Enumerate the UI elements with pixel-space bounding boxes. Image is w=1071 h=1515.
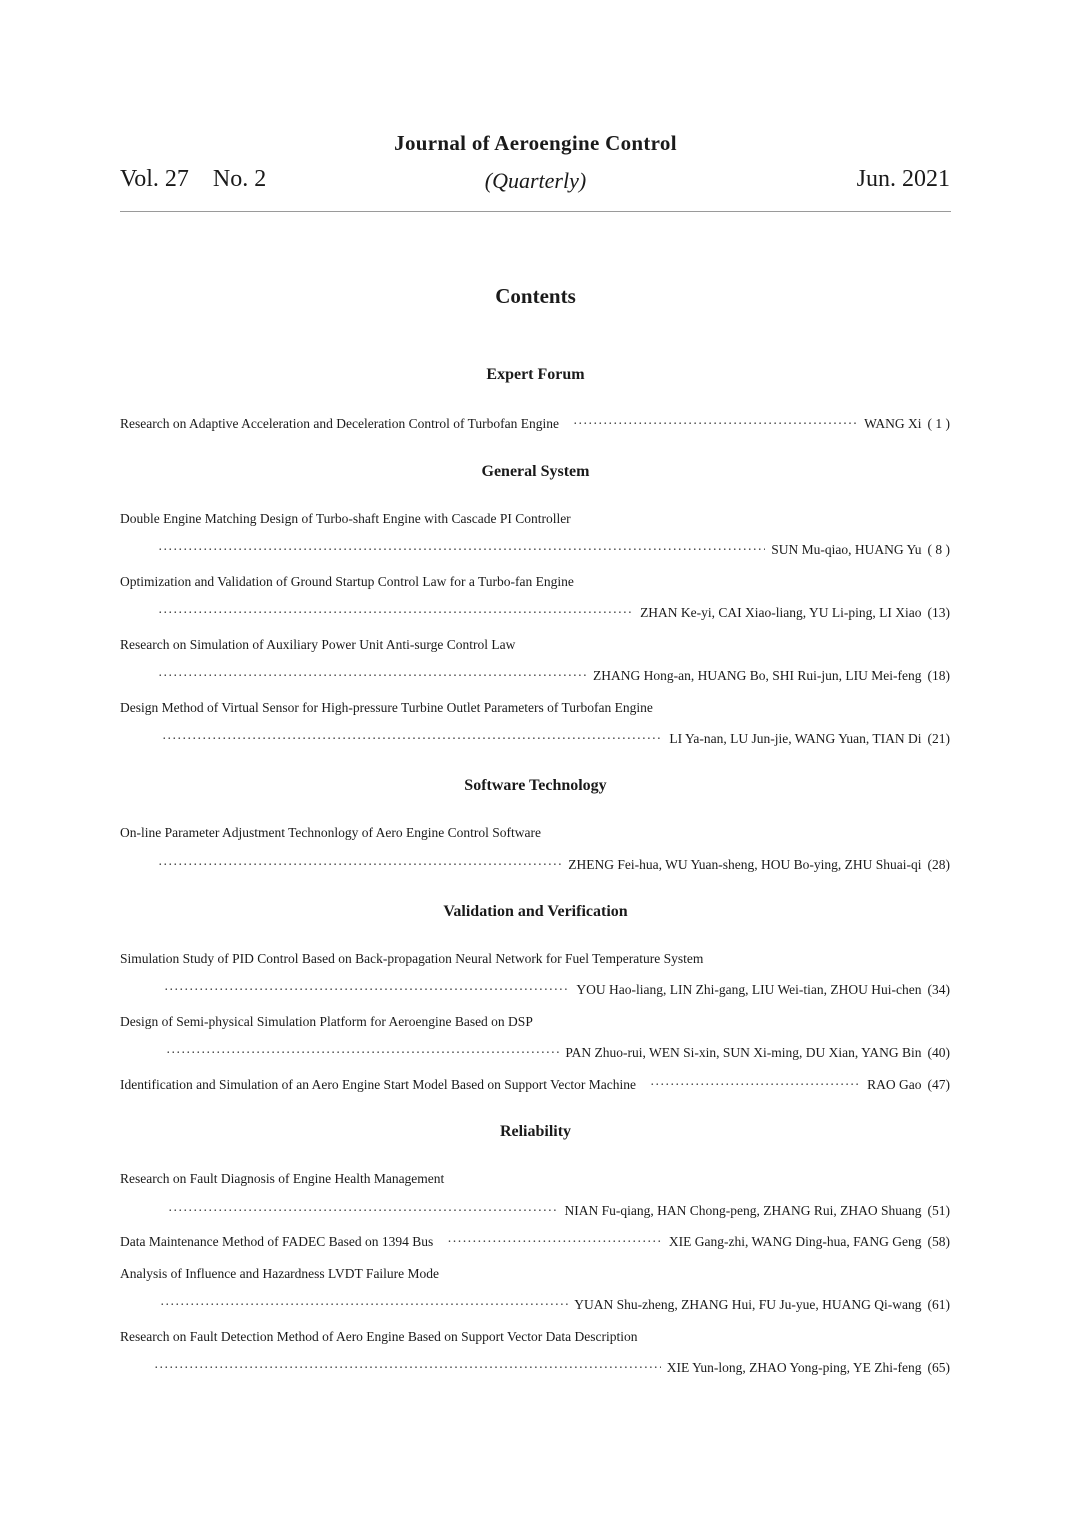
dot-leader [160, 1297, 568, 1313]
article-page: (61) [927, 1297, 950, 1312]
article-authors: YUAN Shu-zheng, ZHANG Hui, FU Ju-yue, HUANG Qi-wang [574, 1297, 922, 1312]
toc-entry[interactable] [158, 857, 950, 873]
article-authors: PAN Zhuo-rui, WEN Si-xin, SUN Xi-ming, DU Xian, YANG Bin [565, 1045, 922, 1060]
article-authors: RAO Gao [867, 1077, 922, 1092]
article-authors: SUN Mu-qiao, HUANG Yu [771, 542, 922, 557]
article-title: Research on Adaptive Acceleration and Deceleration Control of Turbofan Engine [120, 416, 559, 431]
dot-leader [447, 1234, 663, 1250]
toc-entry[interactable] [120, 1077, 950, 1093]
article-title[interactable]: Design of Semi-physical Simulation Platform for Aeroengine Based on DSP [120, 1014, 533, 1029]
volume: Vol. 27 [120, 166, 189, 192]
dot-leader [158, 542, 765, 558]
section-heading-general-system: General System [481, 463, 590, 480]
article-authors: NIAN Fu-qiang, HAN Chong-peng, ZHANG Rui, ZHAO Shuang [564, 1203, 922, 1218]
dot-leader [168, 1203, 559, 1219]
section-heading-expert-forum: Expert Forum [486, 366, 585, 383]
issue-number: No. 2 [212, 166, 267, 192]
article-page: (21) [927, 731, 950, 746]
article-title[interactable]: Simulation Study of PID Control Based on Back-propagation Neural Network for Fuel Temperature System [120, 951, 704, 966]
toc-entry[interactable] [158, 542, 950, 558]
article-title: Data Maintenance Method of FADEC Based on 1394 Bus [120, 1234, 434, 1249]
toc-entry[interactable] [120, 416, 950, 432]
dot-leader [650, 1077, 861, 1093]
section-heading-validation-and-verification: Validation and Verification [443, 903, 628, 920]
article-title: Identification and Simulation of an Aero Engine Start Model Based on Support Vector Machine [120, 1077, 637, 1092]
contents-heading: Contents [495, 284, 576, 308]
section-heading-software-technology: Software Technology [464, 777, 607, 794]
article-authors: ZHANG Hong-an, HUANG Bo, SHI Rui-jun, LIU Mei-feng [593, 668, 922, 683]
article-title[interactable]: On-line Parameter Adjustment Technonlogy of Aero Engine Control Software [120, 825, 541, 840]
article-title[interactable]: Research on Fault Diagnosis of Engine Health Management [120, 1171, 445, 1186]
frequency: (Quarterly) [484, 168, 587, 193]
toc-entry[interactable] [120, 1234, 950, 1250]
article-authors: YOU Hao-liang, LIN Zhi-gang, LIU Wei-tian, ZHOU Hui-chen [576, 982, 922, 997]
dot-leader [158, 857, 562, 873]
article-page: ( 1 ) [927, 416, 950, 431]
article-authors: ZHENG Fei-hua, WU Yuan-sheng, HOU Bo-ying, ZHU Shuai-qi [568, 857, 922, 872]
article-title[interactable]: Double Engine Matching Design of Turbo-shaft Engine with Cascade PI Controller [120, 511, 571, 526]
section-heading-reliability: Reliability [499, 1123, 572, 1140]
article-authors: WANG Xi [864, 416, 922, 431]
toc-entry[interactable] [158, 605, 950, 621]
dot-leader [166, 1045, 559, 1061]
toc-entry[interactable] [168, 1203, 950, 1219]
issue-date: Jun. 2021 [856, 166, 950, 192]
toc-entry[interactable] [158, 668, 950, 684]
article-page: (58) [927, 1234, 950, 1249]
dot-leader [158, 668, 587, 684]
toc-entry[interactable] [160, 1297, 950, 1313]
article-authors: LI Ya-nan, LU Jun-jie, WANG Yuan, TIAN Di [669, 731, 922, 746]
article-page: (40) [927, 1045, 950, 1060]
toc-entry[interactable] [166, 1045, 950, 1061]
article-page: ( 8 ) [927, 542, 950, 557]
article-page: (28) [927, 857, 950, 872]
article-page: (13) [927, 605, 950, 620]
article-page: (34) [927, 982, 950, 997]
article-title[interactable]: Analysis of Influence and Hazardness LVDT Failure Mode [120, 1266, 440, 1281]
article-title[interactable]: Design Method of Virtual Sensor for High-pressure Turbine Outlet Parameters of Turbofan Engine [120, 700, 653, 715]
toc-entry[interactable] [154, 1360, 950, 1376]
article-title[interactable]: Optimization and Validation of Ground Startup Control Law for a Turbo-fan Engine [120, 574, 574, 589]
toc-entry[interactable] [164, 982, 950, 998]
article-page: (51) [927, 1203, 950, 1218]
header-rule [120, 211, 951, 212]
article-title[interactable]: Research on Fault Detection Method of Aero Engine Based on Support Vector Data Description [120, 1329, 638, 1344]
article-page: (47) [927, 1077, 950, 1092]
dot-leader [162, 731, 663, 747]
toc-entry[interactable] [162, 731, 950, 747]
dot-leader [154, 1360, 661, 1376]
dot-leader [158, 605, 634, 621]
article-title[interactable]: Research on Simulation of Auxiliary Power Unit Anti-surge Control Law [120, 637, 516, 652]
article-authors: XIE Gang-zhi, WANG Ding-hua, FANG Geng [668, 1234, 922, 1249]
dot-leader [573, 416, 858, 432]
article-authors: XIE Yun-long, ZHAO Yong-ping, YE Zhi-feng [666, 1360, 922, 1375]
article-page: (65) [927, 1360, 950, 1375]
journal-title: Journal of Aeroengine Control [394, 131, 677, 155]
article-authors: ZHAN Ke-yi, CAI Xiao-liang, YU Li-ping, LI Xiao [640, 605, 922, 620]
dot-leader [164, 982, 570, 998]
article-page: (18) [927, 668, 950, 683]
